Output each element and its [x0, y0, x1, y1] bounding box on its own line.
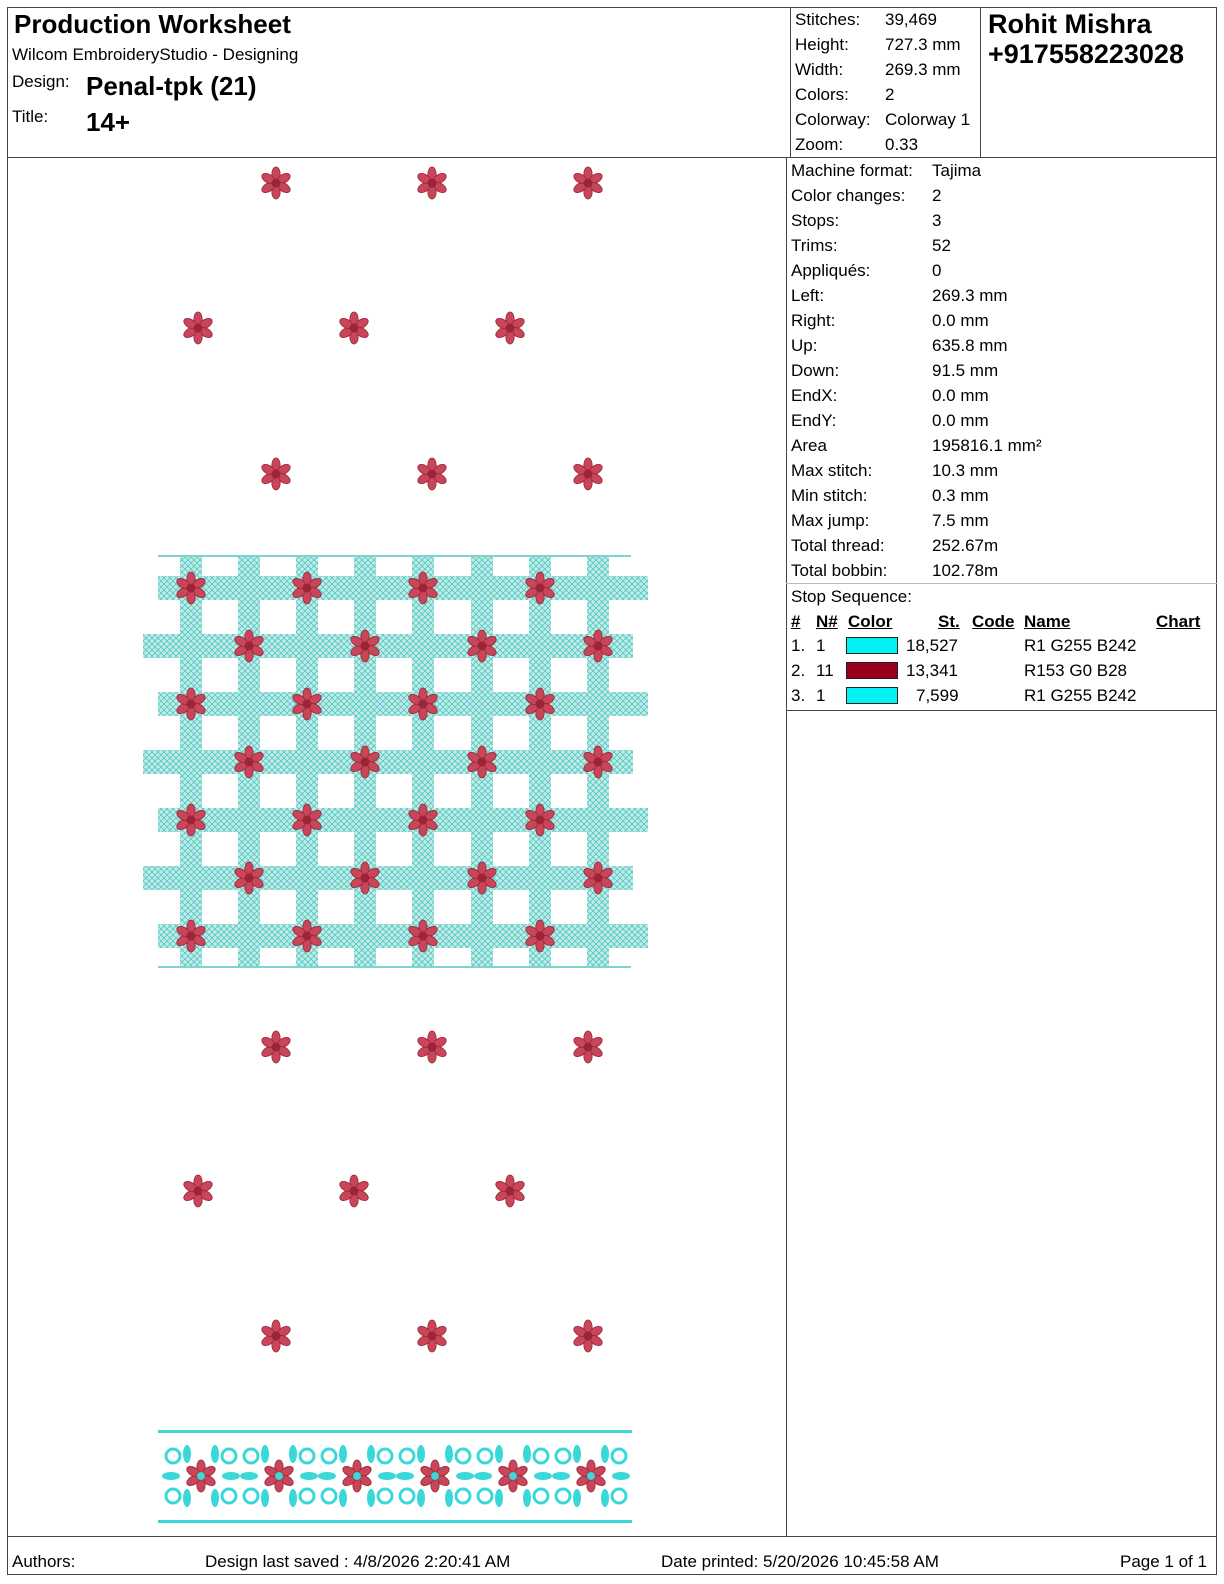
detail-value: 195816.1 mm² — [932, 436, 1042, 455]
owner-name: Rohit Mishra — [988, 9, 1152, 39]
footer-date-printed: Date printed: 5/20/2026 10:45:58 AM — [661, 1552, 939, 1571]
stop-sequence-label: Stop Sequence: — [791, 587, 912, 606]
border-swirl — [166, 1489, 180, 1503]
flower-motif — [260, 1320, 292, 1352]
row-number: 3. — [791, 686, 806, 705]
border-swirl — [534, 1489, 548, 1503]
border-top-rule — [158, 1430, 632, 1433]
border-leaf — [396, 1472, 414, 1480]
border-leaf — [240, 1472, 258, 1480]
lattice-top-edge — [158, 555, 631, 557]
lattice-bottom-edge — [158, 966, 631, 968]
border-leaf — [417, 1489, 425, 1507]
color-swatch — [846, 637, 898, 654]
row-number: 2. — [791, 661, 806, 680]
detail-label: Machine format: — [791, 161, 913, 180]
border-leaf — [378, 1472, 396, 1480]
detail-value: 0.0 mm — [932, 386, 989, 405]
flower-motif — [572, 1320, 604, 1352]
flower-motif — [572, 167, 604, 199]
border-flower-center — [587, 1472, 595, 1480]
col-header-chart: Chart — [1156, 612, 1201, 631]
design-preview — [8, 158, 786, 1536]
design-label: Design: — [12, 72, 70, 91]
detail-label: Area — [791, 436, 827, 455]
border-leaf — [534, 1472, 552, 1480]
border-leaf — [573, 1489, 581, 1507]
flower-motif — [338, 312, 370, 344]
flower-motif — [416, 458, 448, 490]
title-label: Title: — [12, 107, 49, 126]
detail-value: 52 — [932, 236, 951, 255]
detail-label: Up: — [791, 336, 818, 355]
border-leaf — [339, 1489, 347, 1507]
border-bottom-rule — [158, 1520, 632, 1523]
border-leaf — [183, 1445, 191, 1463]
border-motif — [240, 1445, 318, 1507]
detail-value: 0.0 mm — [932, 311, 989, 330]
border-swirl — [300, 1449, 314, 1463]
border-flower-center — [431, 1472, 439, 1480]
detail-value: 0.0 mm — [932, 411, 989, 430]
border-swirl — [612, 1489, 626, 1503]
detail-label: EndY: — [791, 411, 837, 430]
row-stitches: 18,527 — [906, 636, 958, 655]
border-swirl — [556, 1449, 570, 1463]
border-motif — [474, 1445, 552, 1507]
lattice-band-horizontal — [143, 866, 633, 890]
detail-label: EndX: — [791, 386, 838, 405]
border-flower-center — [197, 1472, 205, 1480]
detail-value: 269.3 mm — [932, 286, 1008, 305]
detail-label: Appliqués: — [791, 261, 871, 280]
row-stitches: 13,341 — [906, 661, 958, 680]
summary-label: Width: — [795, 60, 844, 79]
row-number: 1. — [791, 636, 806, 655]
page-title: Production Worksheet — [14, 9, 291, 39]
detail-value: 0.3 mm — [932, 486, 989, 505]
summary-value: 39,469 — [885, 10, 937, 29]
border-swirl — [400, 1489, 414, 1503]
row-needle: 1 — [816, 636, 826, 655]
border-swirl — [378, 1489, 392, 1503]
flower-motif — [182, 1175, 214, 1207]
summary-value: Colorway 1 — [885, 110, 971, 129]
border-leaf — [162, 1472, 180, 1480]
border-leaf — [445, 1489, 453, 1507]
border-leaf — [318, 1472, 336, 1480]
border-leaf — [445, 1445, 453, 1463]
side-panel-divider — [786, 157, 787, 1536]
detail-value: 10.3 mm — [932, 461, 999, 480]
border-leaf — [211, 1445, 219, 1463]
border-leaf — [222, 1472, 240, 1480]
border-swirl — [456, 1449, 470, 1463]
summary-label: Stitches: — [795, 10, 861, 29]
border-leaf — [523, 1445, 531, 1463]
row-name: R1 G255 B242 — [1024, 636, 1137, 655]
flower-motif — [494, 312, 526, 344]
col-header-name: Name — [1024, 612, 1071, 631]
border-swirl — [378, 1449, 392, 1463]
border-leaf — [211, 1489, 219, 1507]
software-name: Wilcom EmbroideryStudio - Designing — [12, 45, 299, 64]
detail-label: Down: — [791, 361, 840, 380]
lattice-band-horizontal — [143, 634, 633, 658]
detail-label: Left: — [791, 286, 825, 305]
border-leaf — [474, 1472, 492, 1480]
detail-value: 0 — [932, 261, 942, 280]
border-swirl — [556, 1489, 570, 1503]
lattice-band-horizontal — [158, 576, 648, 600]
summary-label: Colorway: — [795, 110, 871, 129]
stop-sequence-bottom — [786, 710, 1217, 711]
border-swirl — [222, 1449, 236, 1463]
summary-label: Height: — [795, 35, 849, 54]
detail-label: Stops: — [791, 211, 840, 230]
border-leaf — [261, 1489, 269, 1507]
flower-motif — [572, 458, 604, 490]
flower-motif — [260, 167, 292, 199]
border-swirl — [400, 1449, 414, 1463]
border-leaf — [573, 1445, 581, 1463]
border-leaf — [417, 1445, 425, 1463]
flower-motif — [182, 312, 214, 344]
flower-motif — [260, 458, 292, 490]
design-name: Penal-tpk (21) — [86, 71, 257, 101]
border-swirl — [612, 1449, 626, 1463]
border-leaf — [552, 1472, 570, 1480]
border-swirl — [478, 1449, 492, 1463]
detail-label: Max jump: — [791, 511, 870, 530]
border-swirl — [322, 1449, 336, 1463]
border-swirl — [222, 1489, 236, 1503]
flower-motif — [416, 1031, 448, 1063]
border-flower-center — [275, 1472, 283, 1480]
flower-motif — [338, 1175, 370, 1207]
border-motif — [396, 1445, 474, 1507]
border-motif — [162, 1445, 240, 1507]
col-header-stitches: St. — [938, 612, 960, 631]
border-leaf — [456, 1472, 474, 1480]
detail-label: Total bobbin: — [791, 561, 888, 580]
summary-label: Colors: — [795, 85, 849, 104]
border-leaf — [495, 1445, 503, 1463]
border-leaf — [183, 1489, 191, 1507]
border-motif — [552, 1445, 630, 1507]
row-name: R1 G255 B242 — [1024, 686, 1137, 705]
border-leaf — [612, 1472, 630, 1480]
border-leaf — [523, 1489, 531, 1507]
flower-motif — [494, 1175, 526, 1207]
lattice-grid — [143, 555, 648, 968]
owner-phone: +917558223028 — [988, 39, 1184, 69]
border-swirl — [478, 1489, 492, 1503]
border-swirl — [300, 1489, 314, 1503]
row-needle: 11 — [816, 661, 834, 680]
col-header-code: Code — [972, 612, 1015, 631]
floral-border — [158, 1430, 632, 1523]
summary-value: 2 — [885, 85, 895, 104]
border-swirl — [322, 1489, 336, 1503]
detail-value: 252.67m — [932, 536, 999, 555]
lattice-band-horizontal — [158, 924, 648, 948]
lattice-band-horizontal — [158, 692, 648, 716]
summary-value: 727.3 mm — [885, 35, 961, 54]
border-swirl — [534, 1449, 548, 1463]
detail-label: Total thread: — [791, 536, 885, 555]
lattice-band-horizontal — [158, 808, 648, 832]
border-leaf — [367, 1445, 375, 1463]
footer-authors: Authors: — [12, 1552, 76, 1571]
border-leaf — [601, 1445, 609, 1463]
detail-value: 91.5 mm — [932, 361, 999, 380]
border-swirl — [244, 1449, 258, 1463]
border-flower-center — [509, 1472, 517, 1480]
footer-page-number: Page 1 of 1 — [1120, 1552, 1207, 1571]
border-leaf — [339, 1445, 347, 1463]
header-owner-divider — [980, 7, 981, 157]
border-leaf — [300, 1472, 318, 1480]
border-leaf — [289, 1445, 297, 1463]
border-motif — [318, 1445, 396, 1507]
border-swirl — [166, 1449, 180, 1463]
detail-value: 635.8 mm — [932, 336, 1008, 355]
col-header-needle: N# — [816, 612, 838, 631]
summary-value: 0.33 — [885, 135, 919, 154]
flower-motif — [416, 167, 448, 199]
summary-label: Zoom: — [795, 135, 844, 154]
flower-motif — [572, 1031, 604, 1063]
stop-sequence-divider — [786, 583, 1217, 584]
flower-motif — [260, 1031, 292, 1063]
border-leaf — [367, 1489, 375, 1507]
detail-label: Max stitch: — [791, 461, 873, 480]
detail-value: Tajima — [932, 161, 982, 180]
col-header-number: # — [791, 612, 801, 631]
detail-value: 2 — [932, 186, 942, 205]
detail-label: Min stitch: — [791, 486, 868, 505]
row-stitches: 7,599 — [916, 686, 959, 705]
col-header-color: Color — [848, 612, 893, 631]
footer-divider — [7, 1536, 1217, 1537]
detail-value: 7.5 mm — [932, 511, 989, 530]
row-needle: 1 — [816, 686, 826, 705]
border-flower-center — [353, 1472, 361, 1480]
border-swirl — [244, 1489, 258, 1503]
lattice-band-horizontal — [143, 750, 633, 774]
detail-value: 3 — [932, 211, 942, 230]
row-name: R153 G0 B28 — [1024, 661, 1128, 680]
detail-label: Right: — [791, 311, 836, 330]
detail-value: 102.78m — [932, 561, 999, 580]
summary-value: 269.3 mm — [885, 60, 961, 79]
detail-label: Color changes: — [791, 186, 906, 205]
title-value: 14+ — [86, 107, 131, 137]
border-leaf — [495, 1489, 503, 1507]
header-summary-divider — [790, 7, 791, 157]
border-leaf — [289, 1489, 297, 1507]
color-swatch — [846, 687, 898, 704]
border-leaf — [261, 1445, 269, 1463]
color-swatch — [846, 662, 898, 679]
border-swirl — [456, 1489, 470, 1503]
footer-last-saved: Design last saved : 4/8/2026 2:20:41 AM — [205, 1552, 511, 1571]
border-leaf — [601, 1489, 609, 1507]
flower-motif — [416, 1320, 448, 1352]
detail-label: Trims: — [791, 236, 838, 255]
